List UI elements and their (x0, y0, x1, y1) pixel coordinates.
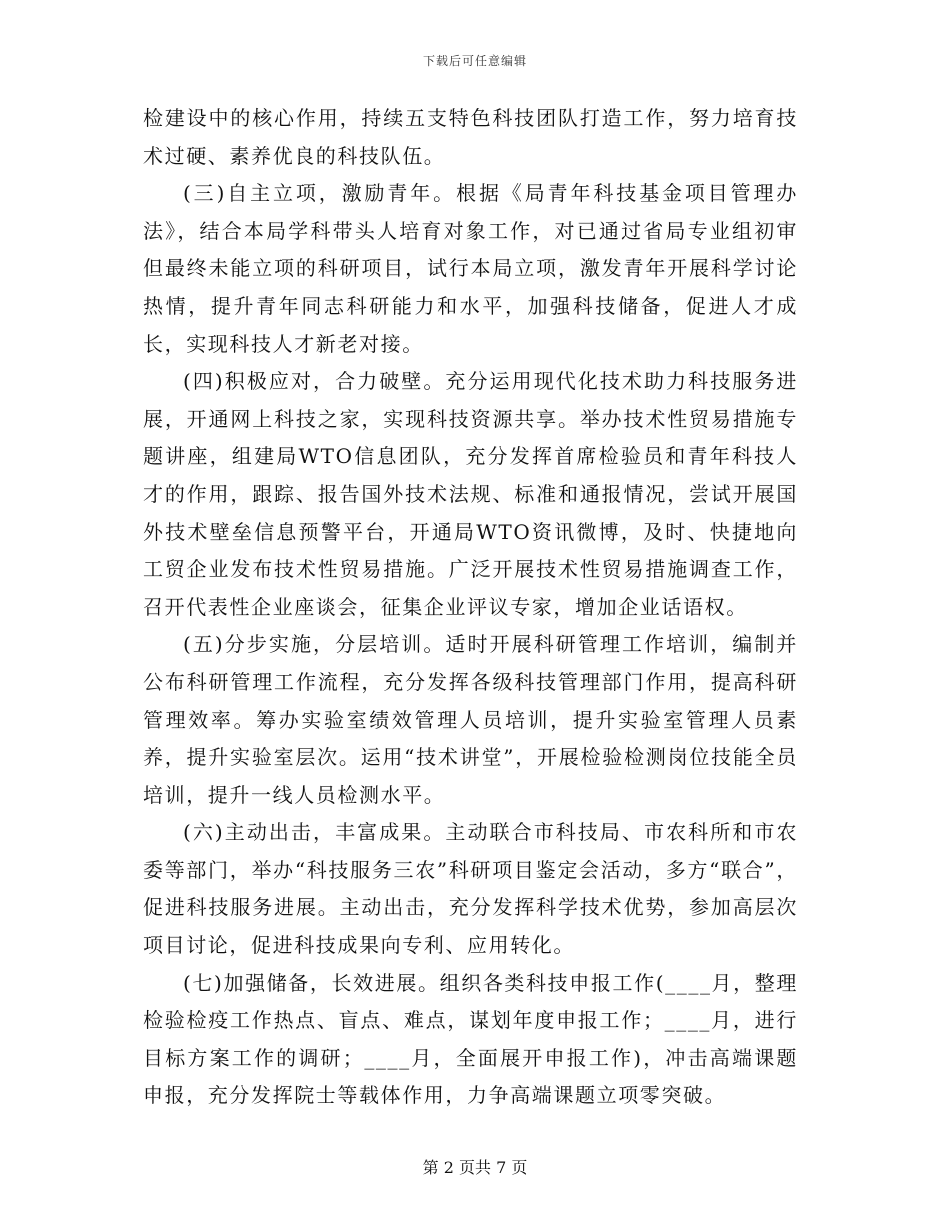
paragraph-section-4: (四)积极应对，合力破壁。充分运用现代化技术助力科技服务进展，开通网上科技之家，实现科技资源共享。举办技术性贸易措施专题讲座，组建局WTO信息团队，充分发挥首席检验员和青年科技人才的作用，跟踪、报告国外技术法规、标准和通报情况，尝试开展国外技术壁垒信息预警平台，开通局WTO资讯微博，及时、快捷地向工贸企业发布技术性贸易措施。广泛开展技术性贸易措施调查工作，召开代表性企业座谈会，征集企业评议专家，增加企业话语权。 (143, 369, 798, 619)
page-number: 第 2 页共 7 页 (422, 1158, 528, 1177)
paragraph-section-5: (五)分步实施，分层培训。适时开展科研管理工作培训，编制并公布科研管理工作流程，充分发挥各级科技管理部门作用，提高科研管理效率。筹办实验室绩效管理人员培训，提升实验室管理人员素养，提升实验室层次。运用“技术讲堂”，开展检验检测岗位技能全员培训，提升一线人员检测水平。 (143, 632, 798, 807)
document-body (143, 100, 798, 1115)
paragraph-section-7: (七)加强储备，长效进展。组织各类科技申报工作(____月，整理检验检疫工作热点、盲点、难点，谋划年度申报工作；____月，进行目标方案工作的调研；____月，全面展开申报工作)，冲击高端课题申报，充分发挥院士等载体作用，力争高端课题立项零突破。 (143, 970, 798, 1108)
paragraph-continuation: 检建设中的核心作用，持续五支特色科技团队打造工作，努力培育技术过硬、素养优良的科技队伍。 (143, 106, 798, 168)
page-header: 下载后可任意编辑 (422, 54, 527, 68)
paragraph-section-3: (三)自主立项，激励青年。根据《局青年科技基金项目管理办法》，结合本局学科带头人培育对象工作，对已通过省局专业组初审但最终未能立项的科研项目，试行本局立项，激发青年开展科学讨论热情，提升青年同志科研能力和水平，加强科技储备，促进人才成长，实现科技人才新老对接。 (143, 181, 798, 356)
paragraph-section-6: (六)主动出击，丰富成果。主动联合市科技局、市农科所和市农委等部门，举办“科技服务三农”科研项目鉴定会活动，多方“联合”，促进科技服务进展。主动出击，充分发挥科学技术优势，参加高层次项目讨论，促进科技成果向专利、应用转化。 (143, 820, 798, 958)
